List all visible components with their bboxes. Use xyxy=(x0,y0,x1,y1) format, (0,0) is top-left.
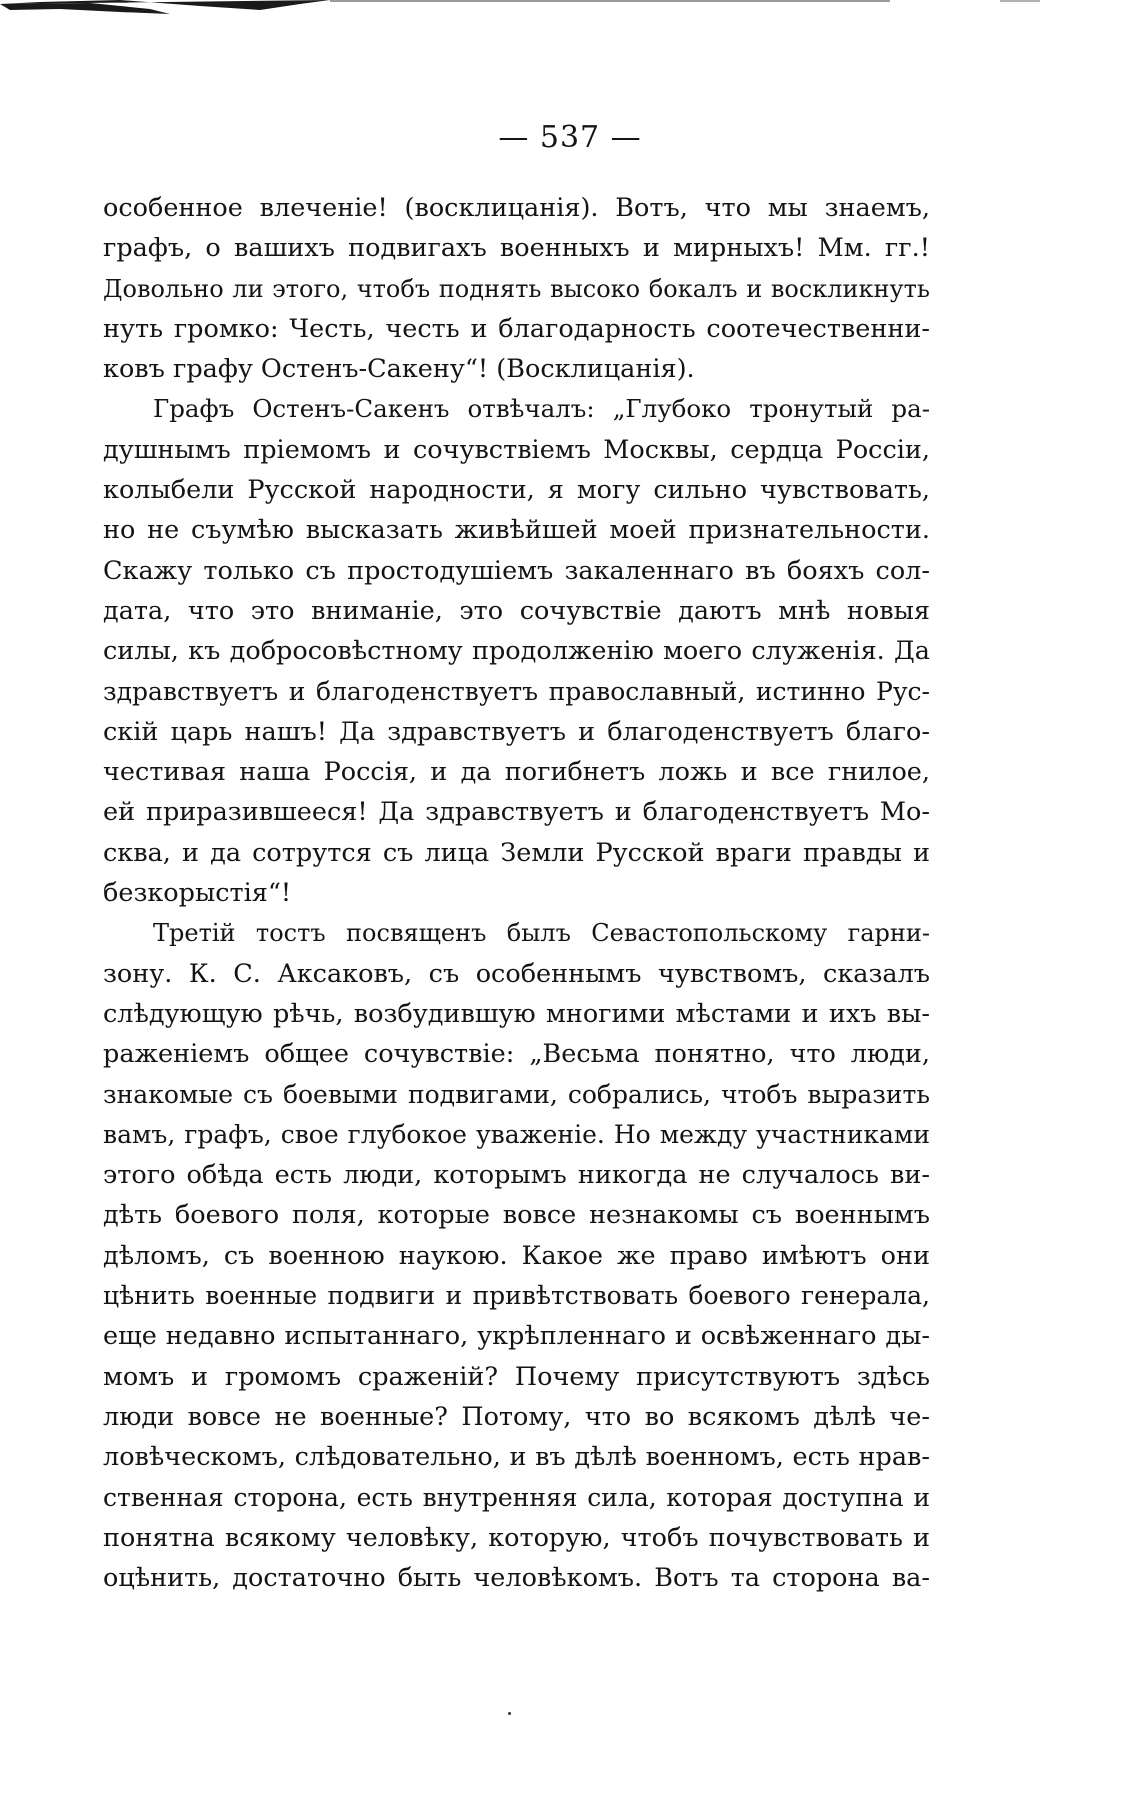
text-line: цѣнить военные подвиги и привѣтствовать боевого генерала, xyxy=(103,1281,930,1311)
text-line: раженіемъ общее сочувствіе: „Весьма понятно, что люди, xyxy=(103,1039,930,1070)
text-line: безкорыстія“! xyxy=(103,878,292,909)
text-line: еще недавно испытаннаго, укрѣпленнаго и освѣженнаго ды- xyxy=(103,1321,930,1352)
text-line: ковъ графу Остенъ-Сакену“! (Восклицанія). xyxy=(103,354,695,385)
text-line: зону. К. С. Аксаковъ, съ особеннымъ чувствомъ, сказалъ xyxy=(103,958,930,989)
scan-speck xyxy=(508,1712,511,1715)
text-line: душнымъ пріемомъ и сочувствіемъ Москвы, сердца Россіи, xyxy=(103,434,930,465)
text-line: дѣломъ, съ военною наукою. Какое же право имѣютъ они xyxy=(103,1240,930,1271)
text-line: нуть громко: Честь, честь и благодарность соотечественни- xyxy=(103,313,930,344)
text-line: Графъ Остенъ-Сакенъ отвѣчалъ: „Глубоко тронутый ра- xyxy=(153,394,930,424)
text-line: здравствуетъ и благоденствуетъ православный, истинно Рус- xyxy=(103,676,930,706)
text-line: ственная сторона, есть внутренняя сила, которая доступна и xyxy=(103,1482,930,1512)
text-line: знакомые съ боевыми подвигами, собрались, чтобъ выразить xyxy=(103,1079,930,1109)
scan-edge-artifact xyxy=(0,0,1140,24)
text-line: момъ и громомъ сраженій? Почему присутствуютъ здѣсь xyxy=(103,1361,930,1392)
text-line: сква, и да сотрутся съ лица Земли Русской враги правды и xyxy=(103,837,930,868)
text-line: графъ, о вашихъ подвигахъ военныхъ и мирныхъ! Мм. гг.! xyxy=(103,233,930,264)
body-text xyxy=(103,188,930,1598)
text-line: силы, къ добросовѣстному продолженію моего служенія. Да xyxy=(103,636,930,667)
text-line: Довольно ли этого, чтобъ поднять высоко бокалъ и воскликнуть xyxy=(103,274,930,303)
text-line: этого обѣда есть люди, которымъ никогда не случалось ви- xyxy=(103,1160,930,1191)
text-line: вамъ, графъ, свое глубокое уваженіе. Но между участниками xyxy=(103,1119,930,1149)
text-line: ловѣческомъ, слѣдовательно, и въ дѣлѣ военномъ, есть нрав- xyxy=(103,1442,930,1473)
page-number: — 537 — xyxy=(498,120,642,155)
paragraph-2 xyxy=(103,389,930,913)
text-line: оцѣнить, достаточно быть человѣкомъ. Вотъ та сторона ва- xyxy=(103,1563,930,1594)
text-line: Третій тостъ посвященъ былъ Севастопольскому гарни- xyxy=(153,919,930,948)
paragraph-1 xyxy=(103,188,930,389)
text-line: понятна всякому человѣку, которую, чтобъ почувствовать и xyxy=(103,1522,930,1553)
text-line: ей приразившееся! Да здравствуетъ и благоденствуетъ Мо- xyxy=(103,797,930,828)
paragraph-3 xyxy=(103,913,930,1598)
text-line: честивая наша Россія, и да погибнетъ ложь и все гнилое, xyxy=(103,757,930,788)
text-line: люди вовсе не военные? Потому, что во всякомъ дѣлѣ че- xyxy=(103,1401,930,1432)
text-line: слѣдующую рѣчь, возбудившую многими мѣстами и ихъ вы- xyxy=(103,998,930,1029)
text-line: дата, что это вниманіе, это сочувствіе даютъ мнѣ новыя xyxy=(103,595,930,626)
text-line: но не съумѣю высказать живѣйшей моей признательности. xyxy=(103,515,930,546)
text-line: колыбели Русской народности, я могу сильно чувствовать, xyxy=(103,475,930,506)
text-line: дѣть боевого поля, которые вовсе незнакомы съ военнымъ xyxy=(103,1200,930,1231)
text-line: Скажу только съ простодушіемъ закаленнаго въ бояхъ сол- xyxy=(103,555,930,586)
text-line: скій царь нашъ! Да здравствуетъ и благоденствуетъ благо- xyxy=(103,716,930,747)
text-line: особенное влеченіе! (восклицанія). Вотъ, что мы знаемъ, xyxy=(103,193,930,223)
